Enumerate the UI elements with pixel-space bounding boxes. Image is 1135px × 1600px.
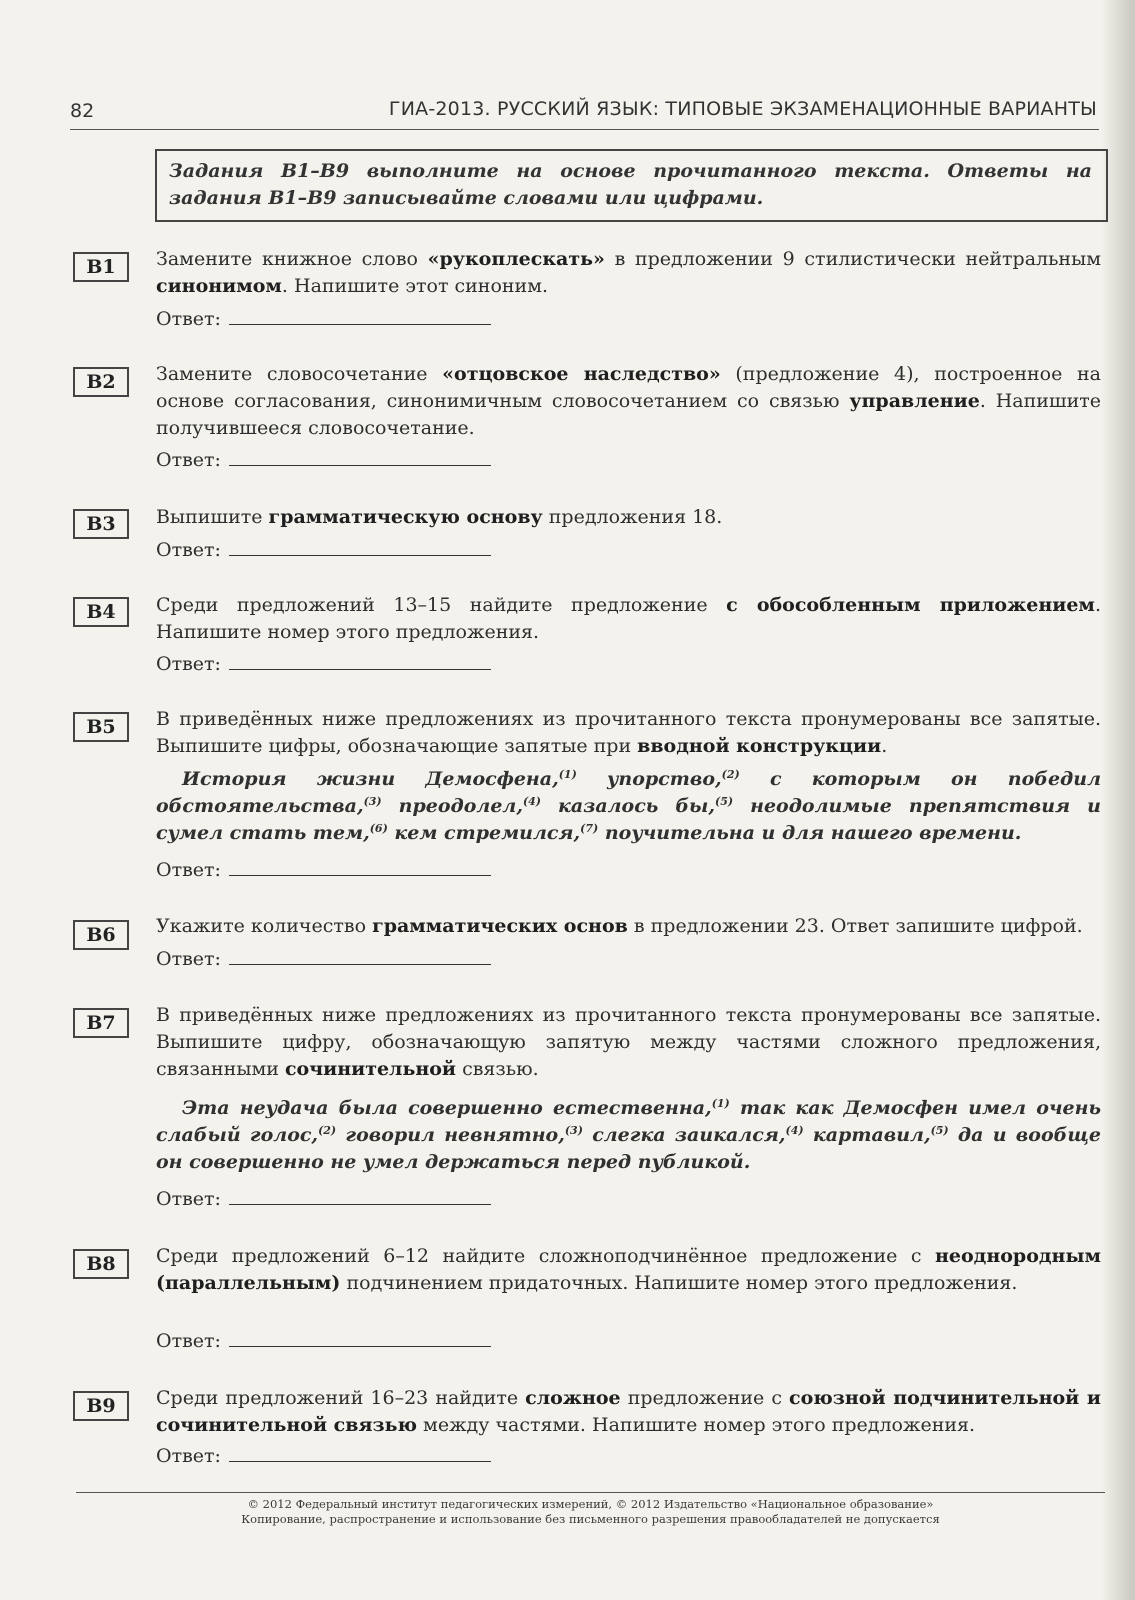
answer-line[interactable] [229, 537, 491, 556]
comma-number: (1) [711, 1097, 730, 1110]
answer-field[interactable] [156, 1443, 491, 1470]
task-label: B1 [73, 252, 129, 282]
answer-line[interactable] [229, 1186, 491, 1205]
answer-label: Ответ: [156, 1188, 221, 1210]
footer-line-1: © 2012 Федеральный институт педагогических измерений, © 2012 Издательство «Национальное образование» [247, 1497, 934, 1511]
comma-number: (3) [564, 1124, 583, 1137]
answer-line[interactable] [229, 447, 491, 466]
answer-field[interactable] [156, 1328, 491, 1355]
task-label: B9 [73, 1391, 129, 1421]
task-question: Выпишите грамматическую основу предложения 18. [156, 506, 723, 528]
answer-label: Ответ: [156, 653, 221, 675]
copyright-footer [76, 1497, 1105, 1527]
answer-label: Ответ: [156, 859, 221, 881]
task-question: Среди предложений 13–15 найдите предложение с обособленным приложением. Напишите номер этого предложения. [156, 594, 1101, 643]
answer-line[interactable] [229, 306, 491, 325]
task-question: Среди предложений 16–23 найдите сложное предложение с союзной подчинительной и сочинительной связью между частями. Напишите номер этого предложения. [156, 1387, 1101, 1436]
comma-number: (5) [715, 795, 734, 808]
answer-field[interactable] [156, 1186, 491, 1213]
answer-field[interactable] [156, 537, 491, 564]
page-header [70, 98, 1097, 128]
comma-number: (1) [558, 768, 577, 781]
answer-field[interactable] [156, 651, 491, 678]
running-title: ГИА-2013. РУССКИЙ ЯЗЫК: ТИПОВЫЕ ЭКЗАМЕНАЦИОННЫЕ ВАРИАНТЫ [388, 98, 1097, 120]
comma-number: (3) [363, 795, 382, 808]
footer-rule [76, 1492, 1105, 1493]
emphasis: «отцовское наследство» [442, 363, 721, 385]
comma-number: (4) [785, 1124, 804, 1137]
comma-number: (4) [522, 795, 542, 808]
footer-line-2: Копирование, распространение и использование без письменного разрешения правообладателей не допускается [241, 1512, 940, 1526]
emphasis: неоднородным (параллельным) [156, 1245, 1101, 1294]
emphasis: сложное [525, 1387, 621, 1409]
page-number: 82 [70, 100, 95, 122]
answer-line[interactable] [229, 946, 491, 965]
emphasis: грамматических основ [372, 915, 628, 937]
emphasis: синонимом [156, 275, 282, 297]
answer-field[interactable] [156, 447, 491, 474]
emphasis: сочинительной [284, 1058, 457, 1080]
emphasis: «рукоплескать» [427, 248, 605, 270]
quoted-passage: История жизни Демосфена,$^{(1)}$ упорство,$^{(2)}$ с которым он победил обстоятельства,$^{(3)}$ преодолел,$^{(4)}$ казалось бы,$^{(5)}$ неодолимые препятствия и сумел стать тем,$^{(6)}$ кем стремился,$^{(7)}$ поучительна и для нашего времени. [156, 768, 1101, 844]
answer-line[interactable] [229, 1443, 491, 1462]
instruction-box: Задания B1–B9 выполните на основе прочитанного текста. Ответы на задания B1–B9 записывайте словами или цифрами. [155, 149, 1108, 222]
comma-number: (5) [930, 1124, 949, 1137]
task-question: В приведённых ниже предложениях из прочитанного текста пронумерованы все запятые. Выпишите цифру, обозначающую запятую между частями сложного предложения, связанными сочинительной связью. [156, 1004, 1101, 1080]
emphasis: союзной подчинительной и сочинительной связью [156, 1387, 1101, 1436]
task-label: B4 [73, 597, 129, 627]
task-question: Замените книжное слово «рукоплескать» в предложении 9 стилистически нейтральным синонимом. Напишите этот синоним. [156, 248, 1101, 297]
answer-line[interactable] [229, 1328, 491, 1347]
task-label: B7 [73, 1008, 129, 1038]
task-question: Замените словосочетание «отцовское наследство» (предложение 4), построенное на основе согласования, синонимичным словосочетанием со связью управление. Напишите получившееся словосочетание. [156, 363, 1101, 439]
task-label: B2 [73, 367, 129, 397]
comma-number: (2) [721, 768, 740, 781]
emphasis: вводной конструкции [637, 735, 882, 757]
answer-field[interactable] [156, 306, 491, 333]
emphasis: грамматическую основу [268, 506, 543, 528]
answer-label: Ответ: [156, 1330, 221, 1352]
answer-line[interactable] [229, 651, 491, 670]
task-label: B6 [73, 920, 129, 950]
answer-line[interactable] [229, 857, 491, 876]
answer-field[interactable] [156, 857, 491, 884]
answer-label: Ответ: [156, 449, 221, 471]
task-question: Среди предложений 6–12 найдите сложноподчинённое предложение с неоднородным (параллельным) подчинением придаточных. Напишите номер этого предложения. [156, 1245, 1101, 1294]
comma-number: (7) [580, 822, 599, 835]
answer-label: Ответ: [156, 539, 221, 561]
comma-number: (2) [318, 1124, 337, 1137]
header-rule [70, 129, 1099, 130]
emphasis: управление [849, 390, 980, 412]
task-question: В приведённых ниже предложениях из прочитанного текста пронумерованы все запятые. Выпишите цифры, обозначающие запятые при вводной конструкции. [156, 708, 1101, 757]
quoted-passage: Эта неудача была совершенно естественна,$^{(1)}$ так как Демосфен имел очень слабый голос,$^{(2)}$ говорил невнятно,$^{(3)}$ слегка заикался,$^{(4)}$ картавил,$^{(5)}$ да и вообще он совершенно не умел держаться перед публикой. [156, 1097, 1102, 1173]
task-label: B3 [73, 509, 129, 539]
comma-number: (6) [369, 822, 388, 835]
answer-label: Ответ: [156, 308, 221, 330]
answer-field[interactable] [156, 946, 491, 973]
answer-label: Ответ: [156, 1445, 221, 1467]
emphasis: с обособленным приложением [726, 594, 1095, 616]
task-label: B5 [73, 712, 129, 742]
task-label: B8 [73, 1249, 129, 1279]
scan-page-edge [1101, 0, 1135, 1600]
answer-label: Ответ: [156, 948, 221, 970]
task-question: Укажите количество грамматических основ в предложении 23. Ответ запишите цифрой. [156, 915, 1083, 937]
